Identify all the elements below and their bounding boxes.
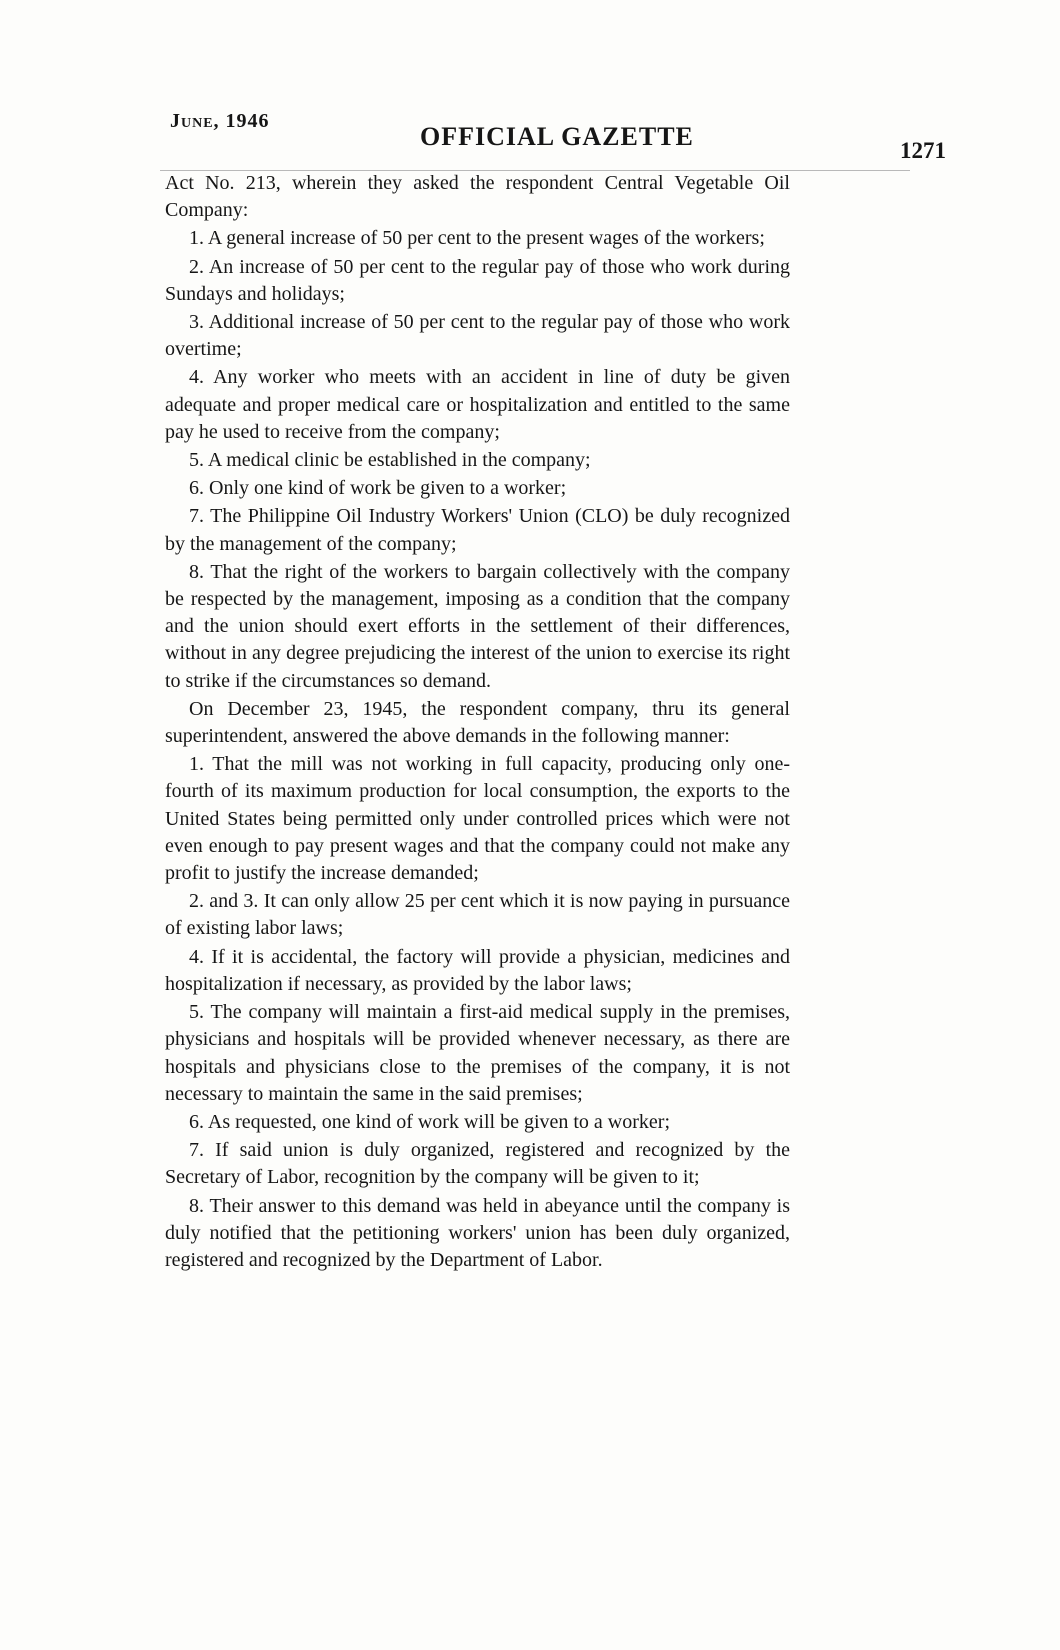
answer-4: 4. If it is accidental, the factory will provide a physician, medicines and hospitalization if necessary, as provided by the labor laws;	[165, 945, 790, 995]
answer-2-3: 2. and 3. It can only allow 25 per cent which it is now paying in pursuance of existing labor laws;	[165, 890, 790, 940]
demand-7: 7. The Philippine Oil Industry Workers' Union (CLO) be duly recognized by the management of the company;	[165, 505, 790, 555]
demand-1: 1. A general increase of 50 per cent to the present wages of the workers;	[189, 227, 765, 250]
demand-2: 2. An increase of 50 per cent to the regular pay of those who work during Sundays and holidays;	[165, 255, 790, 305]
demand-4: 4. Any worker who meets with an accident in line of duty be given adequate and proper medical care or hospitalization and entitled to the same pay he used to receive from the company;	[165, 366, 790, 443]
answer-1: 1. That the mill was not working in full capacity, producing only one-fourth of its maximum production for local consumption, the exports to the United States being permitted only under controlled prices which were not even enough to pay present wages and that the company could not make any profit to justify the increase demanded;	[165, 753, 790, 885]
answer-7: 7. If said union is duly organized, registered and recognized by the Secretary of Labor, recognition by the company will be given to it;	[165, 1139, 790, 1189]
page-number: 1271	[900, 138, 946, 163]
demand-3: 3. Additional increase of 50 per cent to the regular pay of those who work overtime;	[165, 311, 790, 361]
demand-6: 6. Only one kind of work be given to a worker;	[189, 477, 567, 500]
demand-8: 8. That the right of the workers to bargain collectively with the company be respected by the management, imposing as a condition that the company and the union should exert efforts in the settlement of their differences, without in any degree prejudicing the interest of the union to exercise its right to strike if the circumstances so demand.	[165, 560, 790, 692]
paragraph-intro: Act No. 213, wherein they asked the respondent Central Vegetable Oil Company:	[165, 172, 790, 222]
body-text	[165, 170, 790, 1275]
paragraph-answer-intro: On December 23, 1945, the respondent company, thru its general superintendent, answered the above demands in the following manner:	[165, 697, 790, 748]
answer-8: 8. Their answer to this demand was held in abeyance until the company is duly notified that the petitioning workers' union has been duly organized, registered and recognized by the Department of Labor.	[165, 1194, 790, 1271]
header-title: OFFICIAL GAZETTE	[420, 122, 694, 151]
header-date: June, 1946	[170, 110, 270, 132]
answer-6: 6. As requested, one kind of work will be given to a worker;	[189, 1110, 671, 1133]
demand-5: 5. A medical clinic be established in the company;	[189, 449, 591, 472]
answer-5: 5. The company will maintain a first-aid medical supply in the premises, physicians and hospitals will be provided whenever necessary, as there are hospitals and physicians close to the premises of the company, it is not necessary to maintain the same in the said premises;	[165, 1001, 790, 1105]
